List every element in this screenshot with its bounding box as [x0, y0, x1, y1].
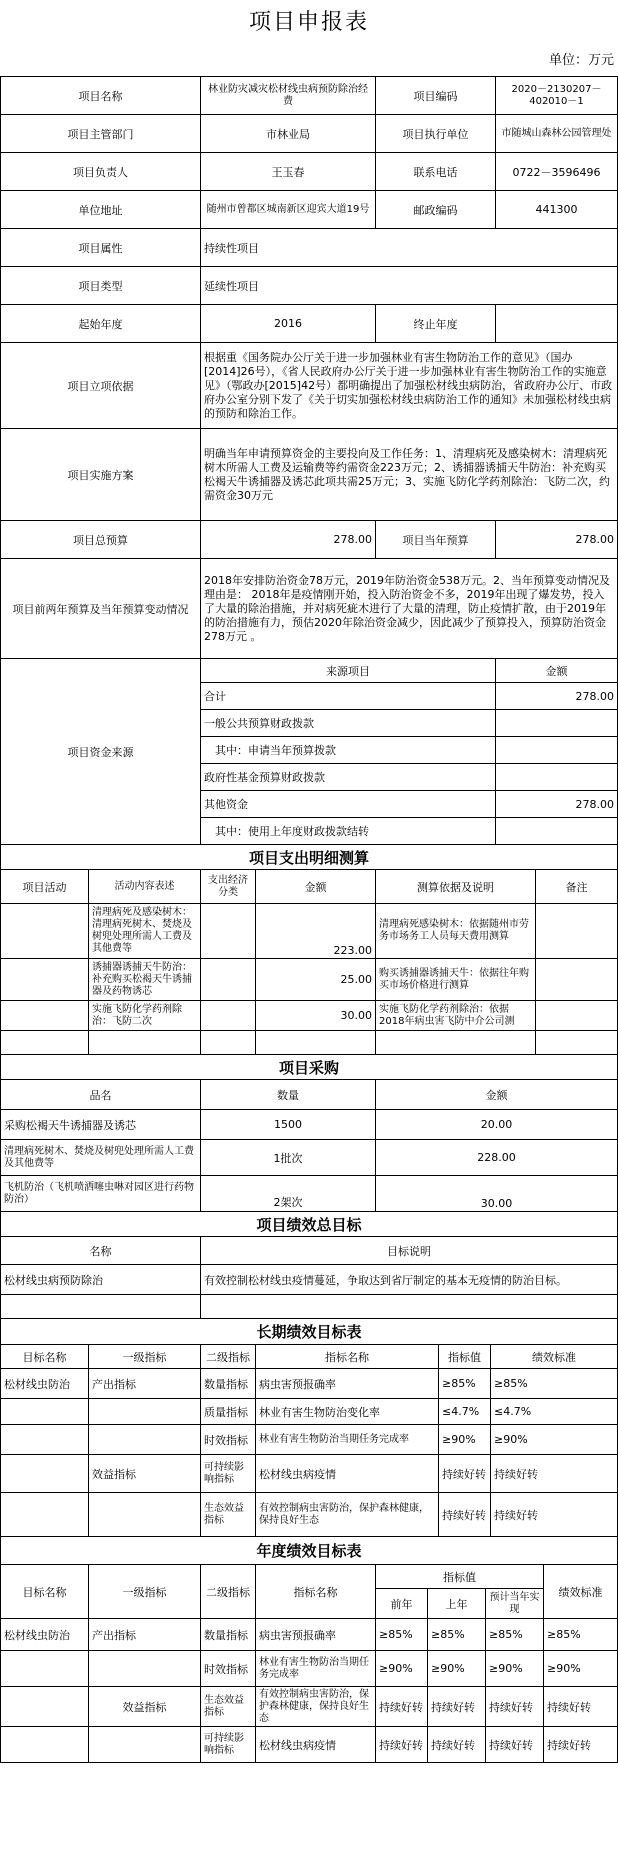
longterm-indicator: 病虫害预报确率	[256, 1369, 439, 1399]
total-budget-label: 项目总预算	[1, 521, 201, 559]
longterm-standard: ≥90%	[491, 1425, 618, 1455]
annual-indicator: 病虫害预报确率	[256, 1619, 376, 1651]
fund-row-amount	[496, 764, 618, 791]
empty-cell	[1, 1295, 201, 1319]
expense-row	[1, 959, 618, 1001]
longterm-standard: ≤4.7%	[491, 1399, 618, 1425]
annual-header: 二级指标	[201, 1565, 256, 1619]
annual-row	[1, 1619, 618, 1651]
longterm-standard: ≥85%	[491, 1369, 618, 1399]
postcode-label: 邮政编码	[376, 191, 496, 229]
longterm-section-title: 长期绩效目标表	[1, 1319, 618, 1345]
fund-row-amount: 278.00	[496, 683, 618, 710]
phone-label: 联系电话	[376, 153, 496, 191]
fund-row-amount: 278.00	[496, 791, 618, 818]
annual-standard: ≥90%	[544, 1651, 618, 1687]
performance-header: 目标说明	[201, 1237, 618, 1265]
project-name-label: 项目名称	[1, 77, 201, 115]
fund-row-name: 合计	[201, 683, 496, 710]
annual-header: 绩效标准	[544, 1565, 618, 1619]
expense-amount: 30.00	[256, 1001, 376, 1031]
longterm-l2: 可持续影响指标	[201, 1455, 256, 1493]
longterm-header: 二级指标	[201, 1345, 256, 1369]
purchase-item-name: 飞机防治（飞机喷洒噻虫啉对园区进行药物防治）	[1, 1176, 201, 1212]
performance-goal-table	[0, 1211, 618, 1319]
expense-header: 测算依据及说明	[376, 870, 536, 904]
annual-l1	[89, 1727, 201, 1763]
annual-prev2: 持续好转	[376, 1727, 428, 1763]
dept-label: 项目主管部门	[1, 115, 201, 153]
purchase-header: 品名	[1, 1080, 201, 1110]
longterm-l1	[89, 1425, 201, 1455]
annual-l1: 效益指标	[89, 1687, 201, 1727]
annual-row	[1, 1727, 618, 1763]
purchase-header: 金额	[376, 1080, 618, 1110]
empty-cell	[1, 1031, 89, 1055]
address-value: 随州市曾都区城南新区迎宾大道19号	[201, 191, 376, 229]
expense-header: 活动内容表述	[89, 870, 201, 904]
longterm-header: 指标名称	[256, 1345, 439, 1369]
fund-row-name: 政府性基金预算财政拨款	[201, 764, 496, 791]
purchase-table	[0, 1054, 618, 1212]
fund-source-label: 项目资金来源	[1, 659, 201, 845]
plan-label: 项目实施方案	[1, 429, 201, 521]
annual-section-title: 年度绩效目标表	[1, 1537, 618, 1565]
annual-indicator: 松材线虫病疫情	[256, 1727, 376, 1763]
fund-row-amount	[496, 818, 618, 845]
purchase-item-qty: 1500	[201, 1110, 376, 1140]
longterm-indicator: 林业有害生物防治变化率	[256, 1399, 439, 1425]
longterm-l2: 质量指标	[201, 1399, 256, 1425]
fund-row-name: 其他资金	[201, 791, 496, 818]
annual-row	[1, 1651, 618, 1687]
project-code-label: 项目编码	[376, 77, 496, 115]
expense-class	[201, 959, 256, 1001]
performance-header: 名称	[1, 1237, 201, 1265]
annual-prev1: ≥90%	[428, 1651, 486, 1687]
expense-basis: 实施飞防化学药剂除治：依据2018年病虫害飞防中介公司测	[376, 1001, 536, 1031]
expense-header: 支出经济分类	[201, 870, 256, 904]
expense-basis: 购买诱捕器诱捕天牛：依据往年购买市场价格进行测算	[376, 959, 536, 1001]
longterm-l1: 效益指标	[89, 1455, 201, 1493]
longterm-header: 指标值	[439, 1345, 491, 1369]
expense-note	[536, 904, 618, 959]
longterm-standard: 持续好转	[491, 1455, 618, 1493]
fund-amount-header: 金额	[496, 659, 618, 683]
expense-amount: 223.00	[256, 904, 376, 959]
longterm-indicator: 有效控制病虫害防治，保护森林健康，保持良好生态	[256, 1493, 439, 1537]
year-budget-label: 项目当年预算	[376, 521, 496, 559]
expense-note	[536, 959, 618, 1001]
annual-prev2: ≥85%	[376, 1619, 428, 1651]
annual-row	[1, 1687, 618, 1727]
longterm-header: 一级指标	[89, 1345, 201, 1369]
annual-plan: 持续好转	[486, 1727, 544, 1763]
longterm-performance-table	[0, 1318, 618, 1537]
annual-l2: 数量指标	[201, 1619, 256, 1651]
annual-prev1: 持续好转	[428, 1687, 486, 1727]
fund-row-name: 其中：申请当年预算拨款	[201, 737, 496, 764]
performance-goal-desc: 有效控制松材线虫疫情蔓延，争取达到省厅制定的基本无疫情的防治目标。	[201, 1265, 618, 1295]
end-year-label: 终止年度	[376, 305, 496, 343]
purchase-row	[1, 1140, 618, 1176]
expense-activity	[1, 1001, 89, 1031]
annual-goal	[1, 1727, 89, 1763]
annual-prev1: 持续好转	[428, 1727, 486, 1763]
expense-content: 清理病死及感染树木：清理病死树木、焚烧及树兜处理所需人工费及其他费等	[89, 904, 201, 959]
purchase-item-qty: 2架次	[201, 1176, 376, 1212]
expense-note	[536, 1001, 618, 1031]
longterm-header: 绩效标准	[491, 1345, 618, 1369]
document-title: 项目申报表	[248, 10, 369, 35]
longterm-l2: 生态效益指标	[201, 1493, 256, 1537]
longterm-l1	[89, 1399, 201, 1425]
longterm-l1	[89, 1493, 201, 1537]
annual-standard: ≥85%	[544, 1619, 618, 1651]
purchase-item-amount: 20.00	[376, 1110, 618, 1140]
longterm-value: ≥85%	[439, 1369, 491, 1399]
expense-class	[201, 904, 256, 959]
fund-source-table	[0, 658, 618, 845]
purchase-item-amount: 228.00	[376, 1140, 618, 1176]
expense-content: 实施飞防化学药剂除治：飞防二次	[89, 1001, 201, 1031]
plan-text: 明确当年申请预算资金的主要投向及工作任务：1、清理病死及感染树木：清理病死树木所需人工费及运输费等约需资金223万元；2、诱捕器诱捕天牛防治：补充购买松褐天牛诱捕器及诱芯此项共需25万元；3、实施飞防化学药剂除治：飞防二次，约需资金30万元	[201, 429, 618, 521]
annual-l1: 产出指标	[89, 1619, 201, 1651]
purchase-item-amount: 30.00	[376, 1176, 618, 1212]
longterm-row	[1, 1399, 618, 1425]
annual-header: 指标名称	[256, 1565, 376, 1619]
longterm-l2: 数量指标	[201, 1369, 256, 1399]
dept-value: 市林业局	[201, 115, 376, 153]
annual-header: 指标值	[376, 1565, 544, 1589]
fund-row-name: 一般公共预算财政拨款	[201, 710, 496, 737]
purchase-header: 数量	[201, 1080, 376, 1110]
longterm-value: ≤4.7%	[439, 1399, 491, 1425]
longterm-row	[1, 1369, 618, 1399]
attr-label: 项目属性	[1, 229, 201, 267]
project-code-value: 2020－2130207－402010－1	[496, 77, 618, 115]
annual-indicator: 有效控制病虫害防治，保护森林健康，保持良好生态	[256, 1687, 376, 1727]
project-name-value: 林业防灾减灾松材线虫病预防除治经费	[201, 77, 376, 115]
basis-label: 项目立项依据	[1, 343, 201, 429]
fund-row-amount	[496, 737, 618, 764]
annual-plan: ≥85%	[486, 1619, 544, 1651]
annual-goal	[1, 1651, 89, 1687]
longterm-row	[1, 1455, 618, 1493]
purchase-row	[1, 1176, 618, 1212]
expense-section-title: 项目支出明细测算	[1, 845, 618, 870]
longterm-header: 目标名称	[1, 1345, 89, 1369]
longterm-row	[1, 1425, 618, 1455]
longterm-goal	[1, 1493, 89, 1537]
annual-indicator: 林业有害生物防治当期任务完成率	[256, 1651, 376, 1687]
annual-standard: 持续好转	[544, 1687, 618, 1727]
fund-row-name: 其中：使用上年度财政拨款结转	[201, 818, 496, 845]
purchase-item-name: 清理病死树木、焚烧及树兜处理所需人工费及其他费等	[1, 1140, 201, 1176]
budget-change-label: 项目前两年预算及当年预算变动情况	[1, 559, 201, 659]
expense-header: 金额	[256, 870, 376, 904]
expense-activity	[1, 904, 89, 959]
empty-cell	[201, 1031, 256, 1055]
annual-prev2: ≥90%	[376, 1651, 428, 1687]
expense-detail-table	[0, 844, 618, 1055]
attr-value: 持续性项目	[201, 229, 618, 267]
expense-content: 诱捕器诱捕天牛防治：补充购买松褐天牛诱捕器及药物诱芯	[89, 959, 201, 1001]
annual-goal: 松材线虫防治	[1, 1619, 89, 1651]
annual-l1	[89, 1651, 201, 1687]
longterm-l1: 产出指标	[89, 1369, 201, 1399]
start-year-value: 2016	[201, 305, 376, 343]
longterm-goal	[1, 1425, 89, 1455]
annual-l2: 可持续影响指标	[201, 1727, 256, 1763]
year-budget-value: 278.00	[496, 521, 618, 559]
longterm-value: 持续好转	[439, 1455, 491, 1493]
expense-activity	[1, 959, 89, 1001]
purchase-item-qty: 1批次	[201, 1140, 376, 1176]
expense-basis: 清理病死感染树木：依据随州市劳务市场务工人员每天费用测算	[376, 904, 536, 959]
annual-prev2: 持续好转	[376, 1687, 428, 1727]
annual-prev1: ≥85%	[428, 1619, 486, 1651]
longterm-indicator: 松材线虫病疫情	[256, 1455, 439, 1493]
type-label: 项目类型	[1, 267, 201, 305]
start-year-label: 起始年度	[1, 305, 201, 343]
annual-subheader: 预计当年实现	[486, 1589, 544, 1619]
empty-cell	[201, 1295, 618, 1319]
annual-header: 目标名称	[1, 1565, 89, 1619]
expense-header: 项目活动	[1, 870, 89, 904]
purchase-item-name: 采购松褐天牛诱捕器及诱芯	[1, 1110, 201, 1140]
leader-value: 王玉春	[201, 153, 376, 191]
expense-amount: 25.00	[256, 959, 376, 1001]
total-budget-value: 278.00	[201, 521, 376, 559]
longterm-value: 持续好转	[439, 1493, 491, 1537]
longterm-goal	[1, 1399, 89, 1425]
annual-l2: 生态效益指标	[201, 1687, 256, 1727]
end-year-value	[496, 305, 618, 343]
exec-unit-value: 市随城山森林公园管理处	[496, 115, 618, 153]
type-value: 延续性项目	[201, 267, 618, 305]
expense-class	[201, 1001, 256, 1031]
empty-cell	[89, 1031, 201, 1055]
annual-subheader: 前年	[376, 1589, 428, 1619]
unit-label: 单位：万元	[548, 53, 614, 68]
longterm-goal	[1, 1455, 89, 1493]
basis-text: 根据重《国务院办公厅关于进一步加强林业有害生物防治工作的意见》（国办[2014]26号），《省人民政府办公厅关于进一步加强林业有害生物防治工作的实施意见》（鄂政办[2015]42号）都明确提出了加强松材线虫病防治，省政府办公厅、市政府办公室分别下发了《关于切实加强松材线虫病防治工作的通知》未加强松材线虫病的预防和除治工作。	[201, 343, 618, 429]
empty-cell	[256, 1031, 376, 1055]
empty-cell	[536, 1031, 618, 1055]
purchase-section-title: 项目采购	[1, 1055, 618, 1080]
annual-performance-table	[0, 1536, 618, 1763]
empty-cell	[376, 1031, 536, 1055]
longterm-goal: 松材线虫防治	[1, 1369, 89, 1399]
expense-header: 备注	[536, 870, 618, 904]
fund-source-header: 来源项目	[201, 659, 496, 683]
longterm-indicator: 林业有害生物防治当期任务完成率	[256, 1425, 439, 1455]
annual-plan: 持续好转	[486, 1687, 544, 1727]
postcode-value: 441300	[496, 191, 618, 229]
longterm-l2: 时效指标	[201, 1425, 256, 1455]
longterm-value: ≥90%	[439, 1425, 491, 1455]
annual-l2: 时效指标	[201, 1651, 256, 1687]
budget-change-text: 2018年安排防治资金78万元，2019年防治资金538万元。2、当年预算变动情况及理由是： 2018年是疫情刚开始，投入防治资金不多，2019年出现了爆发势，投入了大量的除治措施，并对病死疵木进行了大量的清理，防止疫情扩散，由于2019年的防治措施有力，预估2020年除治资金减少，因此减少了预算投入，预算防治资金278万元 。	[201, 559, 618, 659]
longterm-row	[1, 1493, 618, 1537]
annual-subheader: 上年	[428, 1589, 486, 1619]
annual-plan: ≥90%	[486, 1651, 544, 1687]
project-info-table	[0, 76, 618, 659]
phone-value: 0722－3596496	[496, 153, 618, 191]
performance-section-title: 项目绩效总目标	[1, 1212, 618, 1237]
longterm-standard: 持续好转	[491, 1493, 618, 1537]
performance-goal-name: 松材线虫病预防除治	[1, 1265, 201, 1295]
purchase-row	[1, 1110, 618, 1140]
annual-header: 一级指标	[89, 1565, 201, 1619]
exec-unit-label: 项目执行单位	[376, 115, 496, 153]
annual-goal	[1, 1687, 89, 1727]
expense-row	[1, 904, 618, 959]
leader-label: 项目负责人	[1, 153, 201, 191]
annual-standard: 持续好转	[544, 1727, 618, 1763]
address-label: 单位地址	[1, 191, 201, 229]
expense-row	[1, 1001, 618, 1031]
fund-row-amount	[496, 710, 618, 737]
